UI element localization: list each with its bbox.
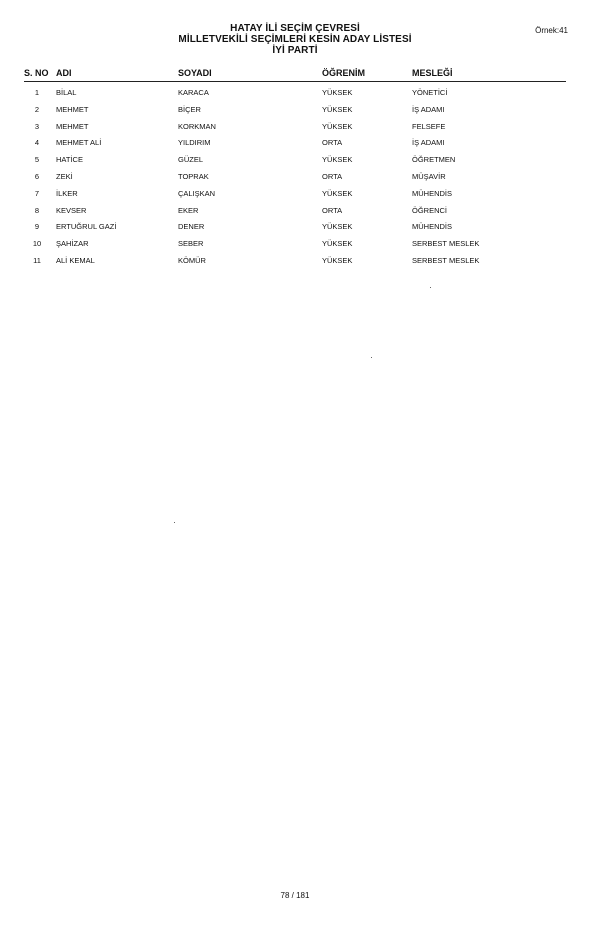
cell-education: YÜKSEK — [322, 88, 353, 97]
cell-name: ZEKİ — [56, 171, 73, 181]
header-profession: MESLEĞİ — [412, 68, 453, 78]
cell-no: 10 — [32, 239, 42, 249]
cell-surname: KARACA — [178, 88, 209, 97]
scan-speck — [174, 522, 175, 523]
cell-no: 5 — [34, 155, 40, 165]
cell-education: YÜKSEK — [322, 121, 353, 131]
table-row — [24, 189, 566, 206]
cell-no: 1 — [34, 88, 40, 97]
cell-education: ORTA — [322, 205, 343, 215]
page-number: 78 / 181 — [280, 891, 310, 900]
cell-profession: MÜHENDİS — [412, 222, 453, 232]
title-list-name: MİLLETVEKİLİ SEÇİMLERİ KESİN ADAY LİSTESİ — [178, 34, 412, 45]
cell-no: 9 — [34, 222, 40, 232]
cell-education: ORTA — [322, 171, 343, 181]
cell-name: ERTUĞRUL GAZİ — [56, 222, 117, 232]
cell-name: BİLAL — [56, 88, 77, 97]
table-header — [24, 68, 566, 82]
cell-profession: MÜŞAVİR — [412, 171, 446, 181]
table-row — [24, 122, 566, 139]
table-row — [24, 172, 566, 189]
cell-name: MEHMET — [56, 121, 89, 131]
header-name: ADI — [56, 68, 72, 78]
table-row — [24, 206, 566, 223]
title-constituency: HATAY İLİ SEÇİM ÇEVRESİ — [230, 23, 360, 34]
cell-name: HATİCE — [56, 155, 83, 165]
cell-no: 11 — [33, 255, 41, 265]
header-surname: SOYADI — [178, 68, 212, 78]
cell-no: 2 — [34, 104, 40, 114]
table-row — [24, 222, 566, 239]
cell-profession: ÖĞRENCİ — [412, 205, 448, 215]
table-row — [24, 155, 566, 172]
cell-surname: EKER — [178, 205, 199, 215]
cell-surname: GÜZEL — [178, 155, 204, 165]
scan-speck — [371, 357, 372, 358]
table-row — [24, 138, 566, 155]
cell-surname: ÇALIŞKAN — [178, 188, 216, 198]
cell-name: MEHMET — [56, 104, 89, 114]
scan-speck — [430, 287, 431, 288]
cell-education: YÜKSEK — [322, 104, 353, 114]
cell-surname: TOPRAK — [178, 171, 209, 181]
cell-name: ALİ KEMAL — [56, 255, 95, 265]
table-row — [24, 105, 566, 122]
cell-no: 6 — [34, 171, 40, 181]
title-party: İYİ PARTİ — [272, 45, 318, 56]
cell-surname: KÖMÜR — [178, 255, 206, 265]
sample-label: Örnek:41 — [535, 26, 568, 35]
cell-name: KEVSER — [56, 205, 87, 215]
cell-education: YÜKSEK — [322, 188, 353, 198]
cell-profession: FELSEFE — [412, 121, 446, 131]
cell-education: YÜKSEK — [322, 222, 353, 232]
table-row — [24, 256, 566, 273]
cell-profession: İŞ ADAMI — [412, 104, 445, 114]
cell-surname: BİÇER — [178, 104, 201, 114]
cell-surname: DENER — [178, 222, 205, 232]
header-no: S. NO — [24, 68, 49, 78]
table-row — [24, 88, 566, 105]
cell-education: YÜKSEK — [322, 255, 353, 265]
cell-profession: İŞ ADAMI — [412, 138, 445, 148]
cell-profession: SERBEST MESLEK — [412, 239, 480, 249]
cell-profession: YÖNETİCİ — [412, 88, 448, 97]
cell-profession: SERBEST MESLEK — [412, 255, 480, 265]
cell-no: 7 — [34, 188, 40, 198]
table-row — [24, 239, 566, 256]
cell-surname: SEBER — [178, 239, 204, 249]
cell-profession: MÜHENDİS — [412, 188, 453, 198]
cell-name: ŞAHİZAR — [56, 239, 89, 249]
cell-profession: ÖĞRETMEN — [412, 155, 456, 165]
candidate-table — [24, 88, 566, 273]
cell-no: 4 — [34, 138, 40, 148]
cell-education: ORTA — [322, 138, 343, 148]
header-education: ÖĞRENİM — [322, 68, 366, 78]
cell-surname: YILDIRIM — [178, 138, 211, 148]
cell-surname: KORKMAN — [178, 121, 216, 131]
cell-name: İLKER — [56, 188, 78, 198]
cell-education: YÜKSEK — [322, 155, 353, 165]
cell-no: 8 — [34, 205, 40, 215]
cell-no: 3 — [34, 121, 40, 131]
document-title — [0, 23, 590, 56]
cell-name: MEHMET ALİ — [56, 138, 102, 148]
cell-education: YÜKSEK — [322, 239, 353, 249]
